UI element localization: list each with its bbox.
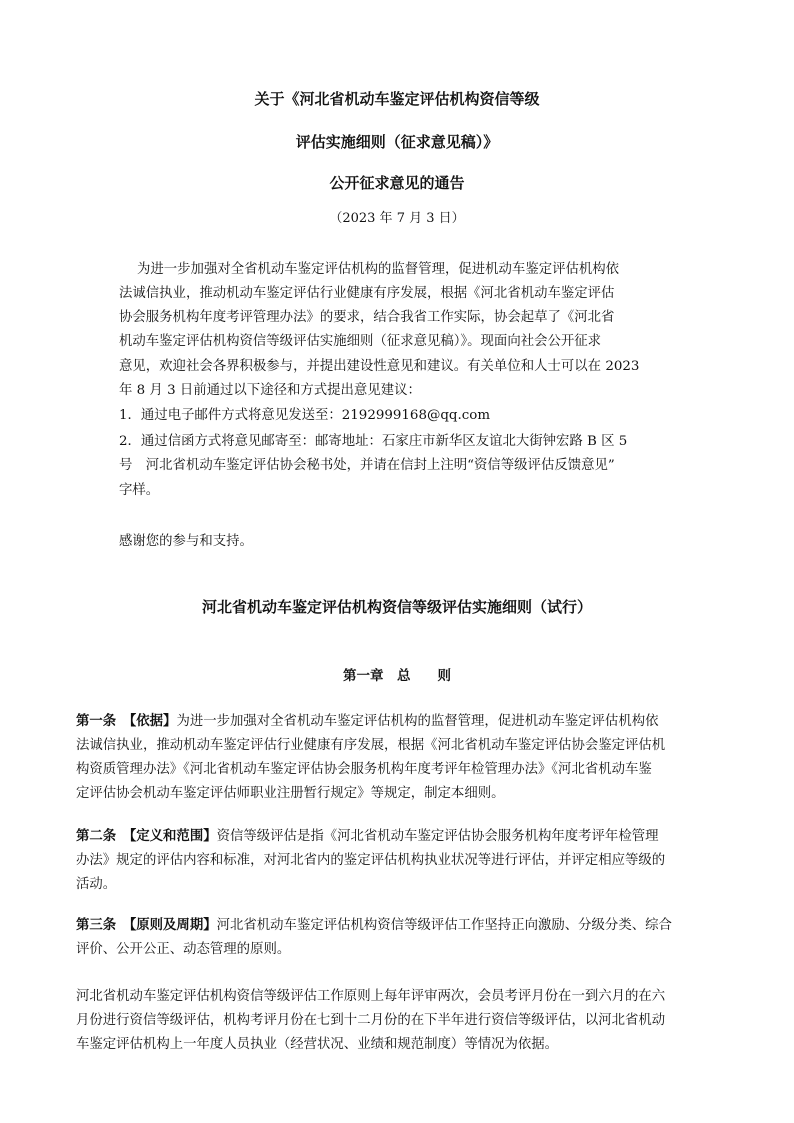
article-1-text: 为进一步加强对全省机动车鉴定评估机构的监督管理，促进机动车鉴定评估机构依: [176, 714, 659, 729]
article-2-line-1: [76, 825, 659, 844]
thanks-text: 感谢您的参与和支持。: [119, 534, 253, 549]
article-1-line-3: 构资质管理办法》《河北省机动车鉴定评估协会服务机构年度考评年检管理办法》《河北省机动车鉴: [76, 762, 652, 777]
article-3-line-1: [76, 914, 672, 933]
article-1-heading: 第一条 【依据】: [76, 714, 177, 729]
way-mail-line-1: 2．通过信函方式将意见邮寄至：邮寄地址：石家庄市新华区友谊北大街钟宏路 B 区 5: [119, 434, 628, 449]
rules-title: 河北省机动车鉴定评估机构资信等级评估实施细则（试行）: [201, 598, 592, 616]
article-2-line-2: 办法》规定的评估内容和标准，对河北省内的鉴定评估机构执业状况等进行评估，并评定相应等级的: [76, 853, 666, 868]
paragraph-line-1: 河北省机动车鉴定评估机构资信等级评估工作原则上每年评审两次，会员考评月份在一到六月的在六: [76, 989, 666, 1004]
intro-line-6: 年 8 月 3 日前通过以下途径和方式提出意见建议：: [119, 383, 421, 398]
paragraph-line-2: 月份进行资信等级评估，机构考评月份在七到十二月份的在下半年进行资信等级评估，以河北省机动: [76, 1013, 666, 1028]
way-mail-line-3: 字样。: [119, 483, 160, 498]
way-mail-line-2: 号 河北省机动车鉴定评估协会秘书处，并请在信封上注明“资信等级评估反馈意见”: [119, 458, 615, 473]
paragraph-line-3: 车鉴定评估机构上一年度人员执业（经营状况、业绩和规范制度）等情况为依据。: [76, 1037, 559, 1052]
chapter-heading: 第一章 总 则: [343, 668, 451, 684]
intro-line-3: 协会服务机构年度考评管理办法》的要求，结合我省工作实际，协会起草了《河北省: [119, 310, 615, 325]
notice-title-line-3: 公开征求意见的通告: [329, 174, 465, 192]
article-3-line-2: 评价、公开公正、动态管理的原则。: [76, 942, 291, 957]
way-email: 1．通过电子邮件方式将意见发送至：2192999168@qq.com: [119, 408, 491, 423]
article-3-text: 河北省机动车鉴定评估机构资信等级评估工作坚持正向激励、分级分类、综合: [216, 918, 672, 933]
notice-date: （2023 年 7 月 3 日）: [329, 211, 465, 226]
intro-line-1: 为进一步加强对全省机动车鉴定评估机构的监督管理，促进机动车鉴定评估机构依: [137, 262, 620, 277]
article-1-line-2: 法诚信执业，推动机动车鉴定评估行业健康有序发展，根据《河北省机动车鉴定评估协会鉴定评估机: [76, 738, 666, 753]
article-1-line-1: [76, 710, 659, 729]
intro-line-2: 法诚信执业，推动机动车鉴定评估行业健康有序发展，根据《河北省机动车鉴定评估: [119, 286, 615, 301]
article-2-text: 资信等级评估是指《河北省机动车鉴定评估协会服务机构年度考评年检管理: [216, 829, 659, 844]
notice-title-line-2: 评估实施细则（征求意见稿）》: [295, 133, 499, 151]
article-2-line-3: 活动。: [76, 877, 117, 892]
notice-title-line-1: 关于《河北省机动车鉴定评估机构资信等级: [254, 90, 540, 108]
article-3-heading: 第三条 【原则及周期】: [76, 918, 217, 933]
article-2-heading: 第二条 【定义和范围】: [76, 829, 217, 844]
intro-line-5: 意见，欢迎社会各界积极参与，并提出建设性意见和建议。有关单位和人士可以在 2023: [119, 359, 640, 374]
article-1-line-4: 定评估协会机动车鉴定评估师职业注册暂行规定》等规定，制定本细则。: [76, 786, 505, 801]
intro-line-4: 机动车鉴定评估机构资信等级评估实施细则（征求意见稿）》。现面向社会公开征求: [119, 334, 602, 349]
